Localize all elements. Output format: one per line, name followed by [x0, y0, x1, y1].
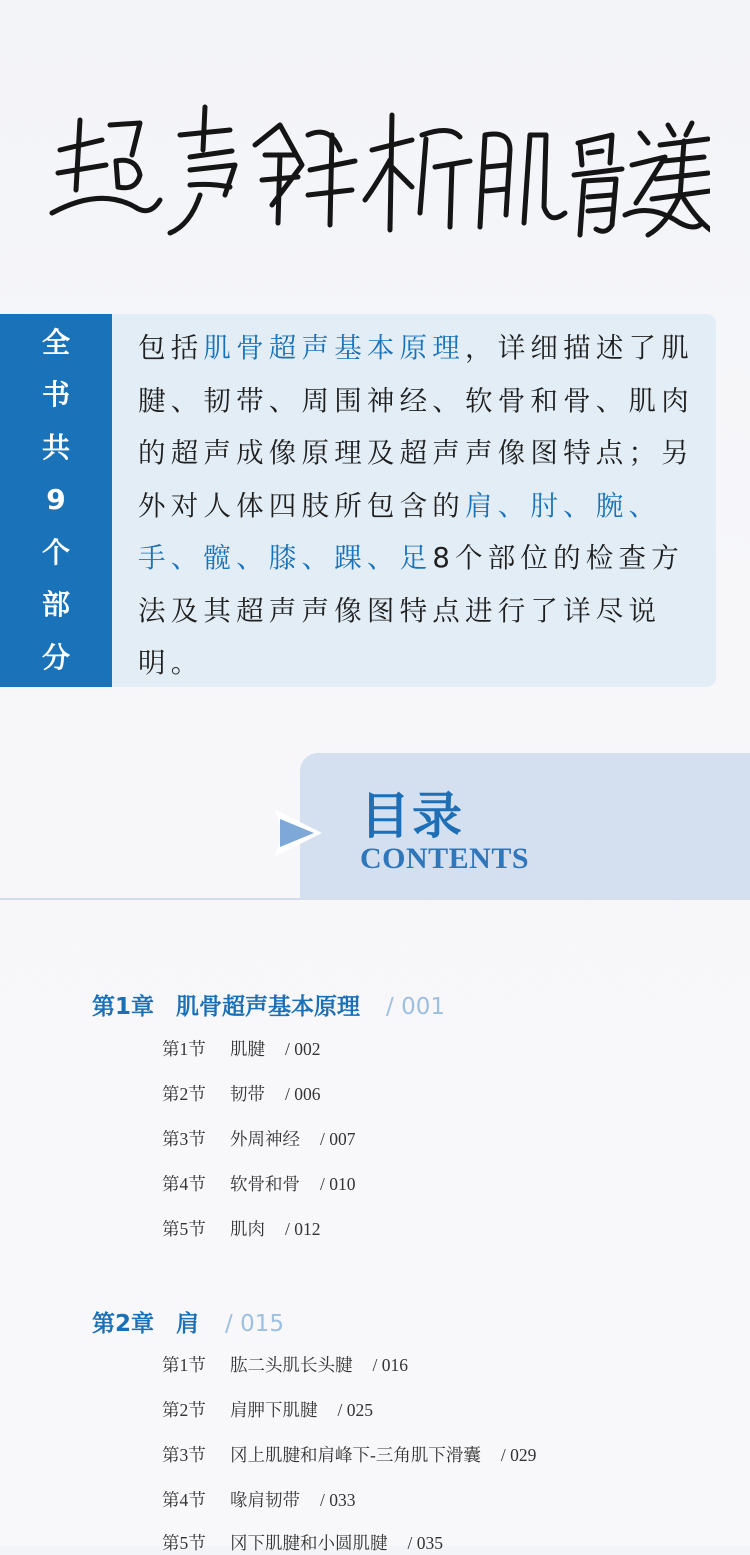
arrow-right-icon [270, 805, 334, 861]
section-title: 韧带 [230, 1084, 265, 1104]
section-number: 第1节 [162, 1355, 206, 1375]
intro-tab-char: 共 [41, 430, 70, 464]
intro-tab [0, 314, 112, 687]
section-title: 肱二头肌长头腱 [230, 1355, 353, 1375]
intro-tab-char: 9 [46, 483, 66, 517]
section-title: 冈下肌腱和小圆肌腱 [230, 1533, 388, 1553]
section-title: 外周神经 [230, 1129, 300, 1149]
chapter-label: 第2章 [92, 1311, 155, 1337]
intro-text-part: ，详细描述了肌腱、韧带、周围神经、软骨和骨、肌肉的超声成像原理及超声声像图特点；另外对人体四肢所包含的 [138, 332, 694, 522]
section-title: 肌肉 [230, 1219, 265, 1239]
chapter-title: 肩 [176, 1311, 200, 1337]
section-title: 肌腱 [230, 1039, 265, 1059]
section-number: 第5节 [162, 1533, 206, 1553]
intro-text-highlight: 肩、肘、腕、手、髋、膝、踝、足 [138, 489, 662, 574]
section-number: 第2节 [162, 1084, 206, 1104]
section-title: 软骨和骨 [230, 1174, 300, 1194]
section-page: / 007 [320, 1129, 356, 1149]
section-title: 肩胛下肌腱 [230, 1400, 318, 1420]
calligraphy-title-drawing [40, 95, 710, 245]
toc-section[interactable] [162, 1530, 443, 1555]
section-number: 第5节 [162, 1219, 206, 1239]
section-number: 第4节 [162, 1490, 206, 1510]
toc-section[interactable] [162, 1081, 321, 1106]
toc-section[interactable] [162, 1126, 356, 1151]
toc-section[interactable] [162, 1036, 321, 1061]
section-page: / 029 [500, 1445, 537, 1465]
section-page: / 002 [285, 1039, 321, 1059]
section-number: 第1节 [162, 1039, 206, 1059]
contents-title-cn: 目录 [360, 786, 464, 845]
intro-text-part: 8个部位的检查方法及其超声声像图特点进行了详尽说明。 [138, 542, 684, 679]
section-page: / 010 [320, 1174, 356, 1194]
chapter-page: / 001 [386, 994, 445, 1020]
section-page: / 012 [285, 1219, 321, 1239]
intro-paragraph [138, 322, 708, 690]
toc-section[interactable] [162, 1397, 373, 1422]
intro-tab-char: 分 [41, 640, 70, 674]
chapter-label: 第1章 [92, 994, 155, 1020]
section-number: 第2节 [162, 1400, 206, 1420]
intro-tab-char: 个 [41, 535, 70, 569]
section-page: / 016 [372, 1355, 408, 1375]
intro-tab-char: 书 [41, 378, 70, 412]
section-number: 第3节 [162, 1129, 206, 1149]
calligraphy-title [40, 95, 710, 245]
intro-tab-char: 全 [41, 325, 70, 359]
toc-chapter[interactable] [92, 988, 445, 1021]
intro-tab-char: 部 [41, 588, 70, 622]
toc-chapter[interactable] [92, 1305, 284, 1338]
toc-section[interactable] [162, 1171, 356, 1196]
contents-title-en: CONTENTS [360, 842, 530, 875]
section-page: / 033 [320, 1490, 356, 1510]
chapter-page: / 015 [225, 1311, 284, 1337]
section-title: 冈上肌腱和肩峰下-三角肌下滑囊 [230, 1445, 481, 1465]
section-title: 喙肩韧带 [230, 1490, 300, 1510]
intro-text-highlight: 肌骨超声基本原理 [203, 332, 466, 364]
section-number: 第3节 [162, 1445, 206, 1465]
toc-section[interactable] [162, 1442, 536, 1467]
toc-section[interactable] [162, 1352, 408, 1377]
intro-box [112, 314, 716, 687]
intro-text-part: 包括 [138, 332, 204, 364]
section-page: / 006 [285, 1084, 321, 1104]
toc-section[interactable] [162, 1487, 356, 1512]
section-number: 第4节 [162, 1174, 206, 1194]
toc-section[interactable] [162, 1216, 321, 1241]
section-page: / 025 [337, 1400, 373, 1420]
chapter-title: 肌骨超声基本原理 [176, 994, 361, 1020]
section-page: / 035 [407, 1533, 443, 1553]
